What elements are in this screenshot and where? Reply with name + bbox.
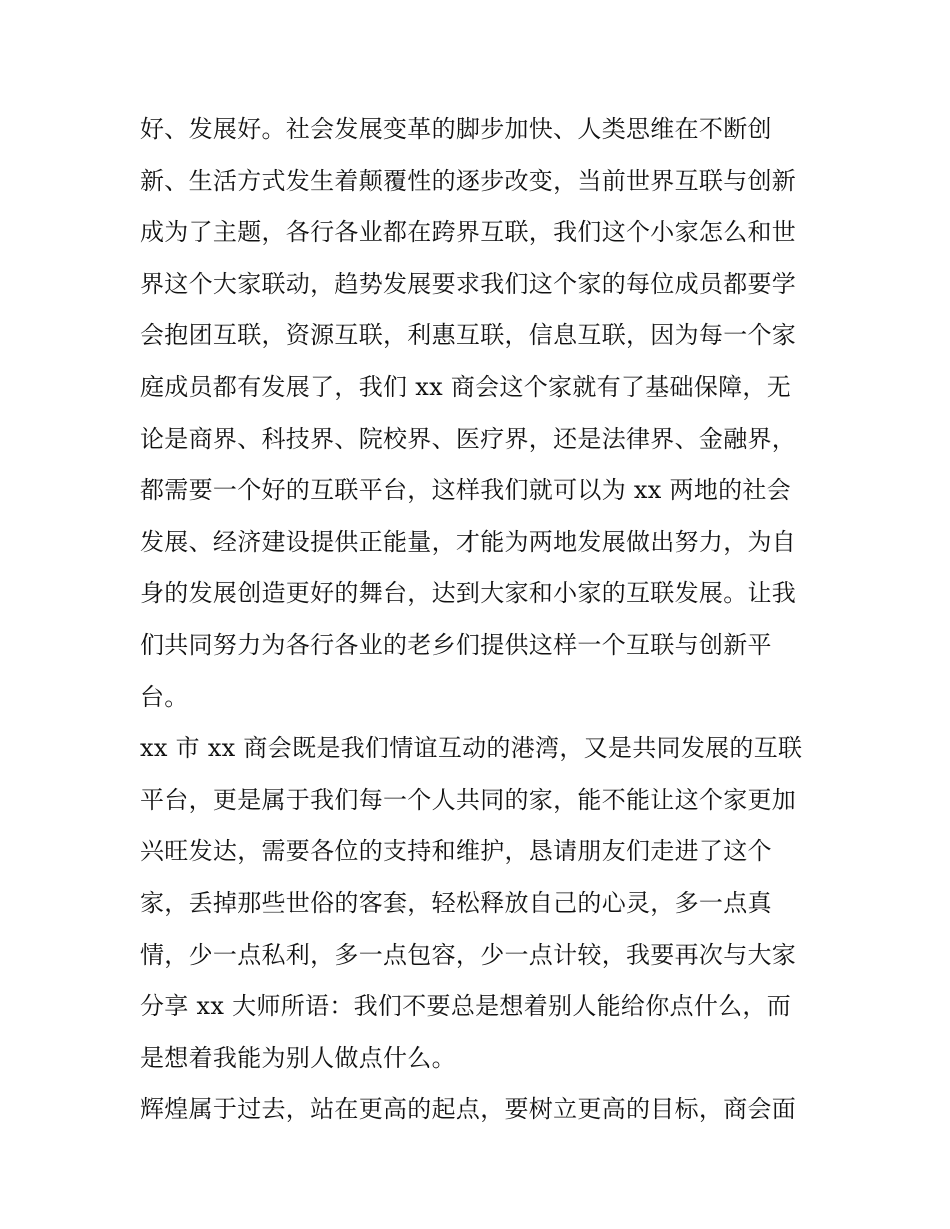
text-line: 身的发展创造更好的舞台，达到大家和小家的互联发展。让我 [140,579,797,608]
text-line: 都需要一个好的互联平台，这样我们就可以为 xx 两地的社会 [140,476,792,505]
text-line: 成为了主题，各行各业都在跨界互联，我们这个小家怎么和世 [140,218,797,247]
text-line: 分享 xx 大师所语：我们不要总是想着别人能给你点什么，而 [140,992,792,1021]
text-line: 是想着我能为别人做点什么。 [140,1043,456,1072]
text-line: 好、发展好。社会发展变革的脚步加快、人类思维在不断创 [140,115,772,143]
text-line: 平台，更是属于我们每一个人共同的家，能不能让这个家更加 [140,785,797,814]
text-line: 发展、经济建设提供正能量，才能为两地发展做出努力，为自 [140,527,797,556]
text-line: 情，少一点私利，多一点包容，少一点计较，我要再次与大家 [140,940,797,969]
text-line: 兴旺发达，需要各位的支持和维护，恳请朋友们走进了这个 [140,837,772,866]
text-line: 新、生活方式发生着颠覆性的逐步改变，当前世界互联与创新 [140,166,797,195]
text-line: 会抱团互联，资源互联，利惠互联，信息互联，因为每一个家 [140,321,797,350]
text-line: 台。 [140,682,189,711]
text-line: xx 市 xx 商会既是我们情谊互动的港湾，又是共同发展的互联 [140,734,803,763]
text-line: 家，丢掉那些世俗的客套，轻松释放自己的心灵，多一点真 [140,888,772,917]
text-line: 辉煌属于过去，站在更高的起点，要树立更高的目标，商会面 [140,1095,797,1124]
text-line: 庭成员都有发展了，我们 xx 商会这个家就有了基础保障，无 [140,372,792,401]
body-text [140,104,820,1136]
text-line: 界这个大家联动，趋势发展要求我们这个家的每位成员都要学 [140,269,797,298]
text-line: 论是商界、科技界、院校界、医疗界，还是法律界、金融界， [140,424,797,453]
text-line: 们共同努力为各行各业的老乡们提供这样一个互联与创新平 [140,630,772,659]
